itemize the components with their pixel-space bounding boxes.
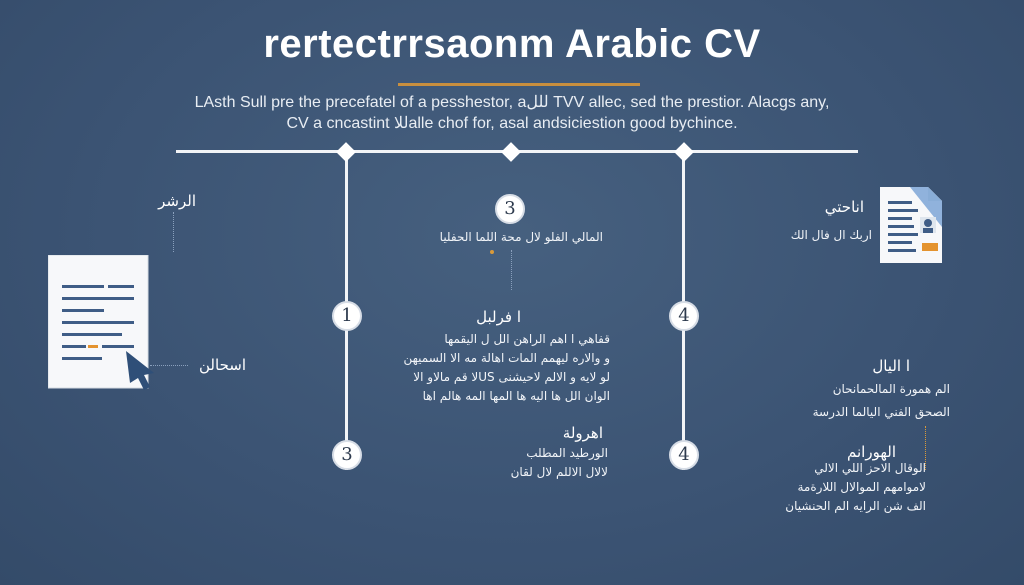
- center-bottom-line: لالال الاللم لال لقان: [510, 465, 608, 479]
- center-bottom-list: [511, 444, 608, 482]
- right-top-text: اربك ال فال الك: [790, 228, 872, 242]
- step-marker-left-bottom: 3: [332, 440, 362, 470]
- center-mid-line: الوان الل ها اليه ها المها المه هالم اها: [422, 389, 610, 403]
- center-connector-vertical: [511, 250, 512, 290]
- center-top-text: المالي الفلو لال محة اللما الحفليا: [439, 230, 603, 244]
- resume-document-icon: [880, 187, 946, 265]
- right-bottom-line: لاموامهم الموالال اللارةمة: [797, 480, 926, 494]
- center-top-accent-dot: [490, 250, 494, 254]
- right-mid-line: الصحق الفني اليالما الدرسة: [812, 405, 950, 419]
- left-label-top: الرشر: [158, 192, 196, 210]
- page-title: rertectrrsaonm Arabic CV: [263, 22, 761, 66]
- right-bottom-line: الف شن الرايه الم الحنشيان: [785, 499, 926, 513]
- right-bottom-heading: الهورانم: [847, 443, 896, 461]
- center-bottom-line: الورطيد المطلب: [526, 446, 608, 460]
- timeline-node-left: [336, 142, 356, 162]
- left-connector-horizontal: [150, 365, 188, 366]
- timeline-node-right: [674, 142, 694, 162]
- center-mid-line: و والاره ليهمم المات اهالة مه الا السميهن: [403, 351, 610, 365]
- right-bottom-list: [785, 459, 926, 516]
- step-marker-right-bottom: 4: [669, 440, 699, 470]
- document-icon: [48, 255, 148, 388]
- step-marker-left-top: 1: [332, 301, 362, 331]
- center-mid-line: قفاهي ا اهم الراهن الل ل اليقمها: [444, 332, 610, 346]
- step-marker-center-top: 3: [495, 194, 525, 224]
- step-marker-right-top: 4: [669, 301, 699, 331]
- center-bottom-heading: اهرولة: [562, 424, 603, 442]
- left-connector-vertical: [173, 212, 174, 252]
- center-mid-heading: ا فرلبل: [476, 308, 521, 326]
- right-mid-heading: ا اليال: [872, 357, 910, 375]
- right-label-top: اناحتي: [824, 198, 864, 216]
- left-label-side: اسحالن: [199, 356, 246, 374]
- right-mid-list: [813, 378, 950, 424]
- timeline-node-center: [501, 142, 521, 162]
- right-bottom-line: الوقال الاحز اللي الالي: [814, 461, 926, 475]
- right-mid-line: الم همورة المالحمانحان: [832, 382, 950, 396]
- title-underline: [398, 83, 640, 86]
- page-subtitle: LAsth Sull pre the precefatel of a pesshestor, aللل TVV allec, sed the prestior. Alacgs any, CV a cncastint للاalle chof for, asal andsiciestion good bychince.: [194, 94, 830, 132]
- center-mid-list: [403, 330, 610, 406]
- center-mid-line: لو لايه و الالم لاحيشنى USلا قم مالاو الا: [413, 370, 610, 384]
